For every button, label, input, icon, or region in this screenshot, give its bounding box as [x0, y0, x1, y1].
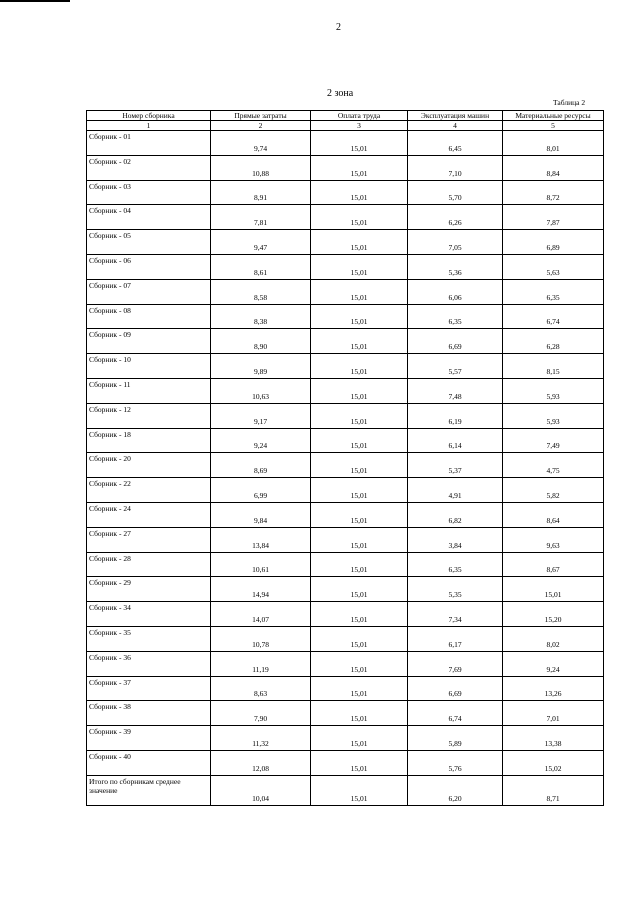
- table-row: [87, 527, 604, 552]
- direct-costs-value: 8,61: [211, 254, 311, 279]
- machine-operation-value: 3,84: [408, 527, 503, 552]
- labor-pay-value: 15,01: [311, 131, 408, 156]
- labor-pay-value: 15,01: [311, 651, 408, 676]
- page-number: 2: [336, 22, 341, 33]
- collection-name: Сборник - 36: [87, 651, 211, 676]
- column-number: 4: [408, 121, 503, 131]
- machine-operation-value: 4,91: [408, 478, 503, 503]
- machine-operation-value: 6,26: [408, 205, 503, 230]
- labor-pay-value: 15,01: [311, 602, 408, 627]
- machine-operation-value: 6,35: [408, 304, 503, 329]
- material-resources-value: 6,35: [503, 279, 604, 304]
- table-row: [87, 626, 604, 651]
- direct-costs-value: 10,63: [211, 378, 311, 403]
- labor-pay-value: 15,01: [311, 478, 408, 503]
- direct-costs-value: 6,99: [211, 478, 311, 503]
- machine-operation-value: 6,69: [408, 676, 503, 701]
- direct-costs-value: 13,84: [211, 527, 311, 552]
- machine-operation-value: 7,34: [408, 602, 503, 627]
- labor-pay-value: 15,01: [311, 403, 408, 428]
- material-resources-value: 7,87: [503, 205, 604, 230]
- table-row: [87, 329, 604, 354]
- machine-operation-value: 6,74: [408, 701, 503, 726]
- direct-costs-value: 9,24: [211, 428, 311, 453]
- collection-name: Сборник - 11: [87, 378, 211, 403]
- material-resources-value: 9,63: [503, 527, 604, 552]
- direct-costs-value: 9,89: [211, 354, 311, 379]
- labor-pay-value: 15,01: [311, 626, 408, 651]
- collection-name: Сборник - 24: [87, 502, 211, 527]
- column-number-row: [87, 121, 604, 131]
- material-resources-value: 7,49: [503, 428, 604, 453]
- material-resources-value: 8,72: [503, 180, 604, 205]
- table-row: [87, 304, 604, 329]
- direct-costs-value: 12,08: [211, 750, 311, 775]
- material-resources-value: 13,38: [503, 726, 604, 751]
- machine-operation-value: 6,17: [408, 626, 503, 651]
- machine-operation-value: 5,36: [408, 254, 503, 279]
- table-row: [87, 205, 604, 230]
- table-row: [87, 131, 604, 156]
- collection-name: Сборник - 18: [87, 428, 211, 453]
- labor-pay-value: 15,01: [311, 354, 408, 379]
- collection-name: Сборник - 22: [87, 478, 211, 503]
- material-resources-value: 8,64: [503, 502, 604, 527]
- material-resources-value: 6,89: [503, 230, 604, 255]
- material-resources-value: 9,24: [503, 651, 604, 676]
- collection-name: Сборник - 29: [87, 577, 211, 602]
- header-machine-operation: Эксплуатация машин: [408, 111, 503, 121]
- header-row: [87, 111, 604, 121]
- direct-costs-value: 9,84: [211, 502, 311, 527]
- collection-name: Сборник - 01: [87, 131, 211, 156]
- zone-title: 2 зона: [327, 88, 354, 99]
- machine-operation-value: 5,76: [408, 750, 503, 775]
- material-resources-value: 15,02: [503, 750, 604, 775]
- direct-costs-value: 8,58: [211, 279, 311, 304]
- machine-operation-value: 6,20: [408, 775, 503, 805]
- direct-costs-value: 8,90: [211, 329, 311, 354]
- table-row: [87, 254, 604, 279]
- machine-operation-value: 6,19: [408, 403, 503, 428]
- direct-costs-value: 11,32: [211, 726, 311, 751]
- collection-name: Сборник - 04: [87, 205, 211, 230]
- collection-name: Итого по сборникам среднее значение: [87, 775, 211, 805]
- material-resources-value: 13,26: [503, 676, 604, 701]
- total-row: [87, 775, 604, 805]
- direct-costs-value: 8,63: [211, 676, 311, 701]
- labor-pay-value: 15,01: [311, 676, 408, 701]
- collection-name: Сборник - 35: [87, 626, 211, 651]
- machine-operation-value: 7,69: [408, 651, 503, 676]
- material-resources-value: 5,82: [503, 478, 604, 503]
- material-resources-value: 8,01: [503, 131, 604, 156]
- table-row: [87, 676, 604, 701]
- machine-operation-value: 6,06: [408, 279, 503, 304]
- machine-operation-value: 6,69: [408, 329, 503, 354]
- table-row: [87, 230, 604, 255]
- machine-operation-value: 6,45: [408, 131, 503, 156]
- collection-name: Сборник - 37: [87, 676, 211, 701]
- labor-pay-value: 15,01: [311, 304, 408, 329]
- collection-name: Сборник - 34: [87, 602, 211, 627]
- direct-costs-value: 8,38: [211, 304, 311, 329]
- labor-pay-value: 15,01: [311, 279, 408, 304]
- machine-operation-value: 7,10: [408, 155, 503, 180]
- machine-operation-value: 5,70: [408, 180, 503, 205]
- column-number: 5: [503, 121, 604, 131]
- labor-pay-value: 15,01: [311, 254, 408, 279]
- material-resources-value: 5,93: [503, 378, 604, 403]
- header-rule: [0, 0, 70, 2]
- labor-pay-value: 15,01: [311, 750, 408, 775]
- table-row: [87, 602, 604, 627]
- collection-name: Сборник - 38: [87, 701, 211, 726]
- header-material-resources: Материальные ресурсы: [503, 111, 604, 121]
- table-row: [87, 378, 604, 403]
- collection-name: Сборник - 27: [87, 527, 211, 552]
- material-resources-value: 6,74: [503, 304, 604, 329]
- material-resources-value: 5,63: [503, 254, 604, 279]
- machine-operation-value: 6,35: [408, 552, 503, 577]
- labor-pay-value: 15,01: [311, 453, 408, 478]
- labor-pay-value: 15,01: [311, 775, 408, 805]
- collection-name: Сборник - 20: [87, 453, 211, 478]
- collection-name: Сборник - 10: [87, 354, 211, 379]
- table-row: [87, 453, 604, 478]
- labor-pay-value: 15,01: [311, 726, 408, 751]
- direct-costs-value: 10,78: [211, 626, 311, 651]
- direct-costs-value: 11,19: [211, 651, 311, 676]
- material-resources-value: 8,71: [503, 775, 604, 805]
- labor-pay-value: 15,01: [311, 230, 408, 255]
- collection-name: Сборник - 07: [87, 279, 211, 304]
- direct-costs-value: 9,74: [211, 131, 311, 156]
- collection-name: Сборник - 06: [87, 254, 211, 279]
- table-row: [87, 750, 604, 775]
- collection-name: Сборник - 05: [87, 230, 211, 255]
- table-row: [87, 701, 604, 726]
- direct-costs-value: 10,04: [211, 775, 311, 805]
- table-row: [87, 354, 604, 379]
- material-resources-value: 6,28: [503, 329, 604, 354]
- labor-pay-value: 15,01: [311, 378, 408, 403]
- table-row: [87, 577, 604, 602]
- labor-pay-value: 15,01: [311, 577, 408, 602]
- labor-pay-value: 15,01: [311, 527, 408, 552]
- material-resources-value: 8,15: [503, 354, 604, 379]
- collection-name: Сборник - 08: [87, 304, 211, 329]
- labor-pay-value: 15,01: [311, 502, 408, 527]
- labor-pay-value: 15,01: [311, 329, 408, 354]
- machine-operation-value: 5,89: [408, 726, 503, 751]
- labor-pay-value: 15,01: [311, 428, 408, 453]
- material-resources-value: 15,01: [503, 577, 604, 602]
- column-number: 2: [211, 121, 311, 131]
- machine-operation-value: 5,37: [408, 453, 503, 478]
- header-labor-pay: Оплата труда: [311, 111, 408, 121]
- table-row: [87, 180, 604, 205]
- collection-name: Сборник - 40: [87, 750, 211, 775]
- collection-name: Сборник - 03: [87, 180, 211, 205]
- table-row: [87, 651, 604, 676]
- direct-costs-value: 9,47: [211, 230, 311, 255]
- direct-costs-value: 10,61: [211, 552, 311, 577]
- collection-name: Сборник - 12: [87, 403, 211, 428]
- machine-operation-value: 7,05: [408, 230, 503, 255]
- table-caption: Таблица 2: [553, 98, 586, 107]
- cost-index-table: [86, 110, 604, 806]
- material-resources-value: 8,02: [503, 626, 604, 651]
- table-row: [87, 155, 604, 180]
- labor-pay-value: 15,01: [311, 180, 408, 205]
- machine-operation-value: 6,14: [408, 428, 503, 453]
- machine-operation-value: 7,48: [408, 378, 503, 403]
- direct-costs-value: 7,90: [211, 701, 311, 726]
- direct-costs-value: 8,69: [211, 453, 311, 478]
- material-resources-value: 15,20: [503, 602, 604, 627]
- table-row: [87, 502, 604, 527]
- labor-pay-value: 15,01: [311, 701, 408, 726]
- material-resources-value: 4,75: [503, 453, 604, 478]
- table-row: [87, 726, 604, 751]
- machine-operation-value: 5,57: [408, 354, 503, 379]
- labor-pay-value: 15,01: [311, 155, 408, 180]
- table-row: [87, 478, 604, 503]
- material-resources-value: 5,93: [503, 403, 604, 428]
- table-row: [87, 403, 604, 428]
- machine-operation-value: 5,35: [408, 577, 503, 602]
- collection-name: Сборник - 39: [87, 726, 211, 751]
- table-row: [87, 428, 604, 453]
- direct-costs-value: 10,88: [211, 155, 311, 180]
- column-number: 1: [87, 121, 211, 131]
- collection-name: Сборник - 28: [87, 552, 211, 577]
- column-number: 3: [311, 121, 408, 131]
- direct-costs-value: 9,17: [211, 403, 311, 428]
- material-resources-value: 8,67: [503, 552, 604, 577]
- direct-costs-value: 7,81: [211, 205, 311, 230]
- machine-operation-value: 6,82: [408, 502, 503, 527]
- material-resources-value: 7,01: [503, 701, 604, 726]
- collection-name: Сборник - 09: [87, 329, 211, 354]
- labor-pay-value: 15,01: [311, 552, 408, 577]
- table-body: [87, 131, 604, 806]
- table-row: [87, 279, 604, 304]
- direct-costs-value: 14,94: [211, 577, 311, 602]
- collection-name: Сборник - 02: [87, 155, 211, 180]
- labor-pay-value: 15,01: [311, 205, 408, 230]
- header-direct-costs: Прямые затраты: [211, 111, 311, 121]
- direct-costs-value: 14,07: [211, 602, 311, 627]
- header-collection-number: Номер сборника: [87, 111, 211, 121]
- material-resources-value: 8,84: [503, 155, 604, 180]
- table-row: [87, 552, 604, 577]
- direct-costs-value: 8,91: [211, 180, 311, 205]
